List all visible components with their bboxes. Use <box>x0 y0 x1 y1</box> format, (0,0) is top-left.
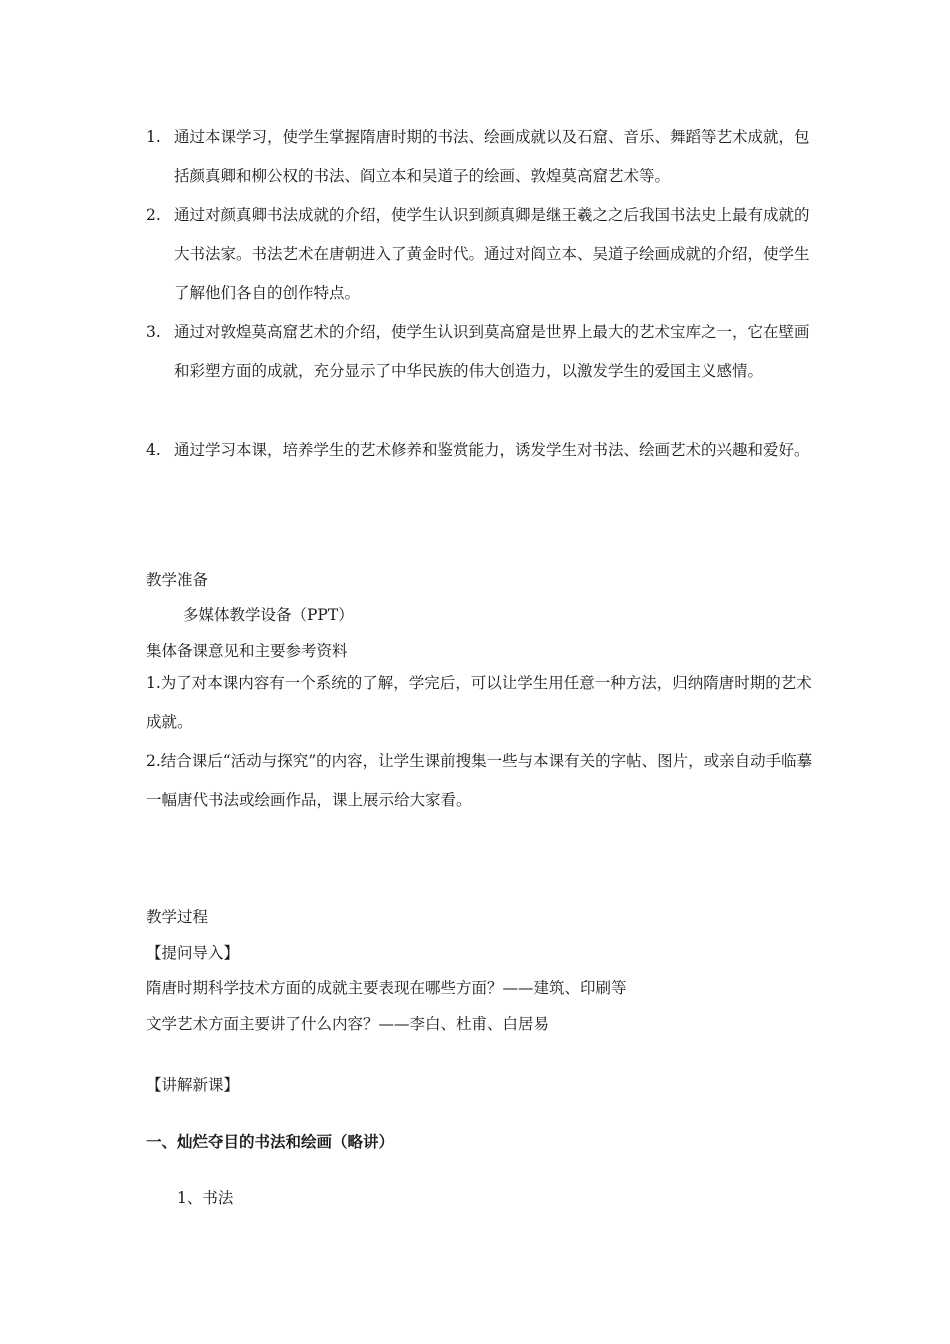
section-heading: 一、灿烂夺目的书法和绘画（略讲） <box>146 1132 395 1151</box>
question-2: 文学艺术方面主要讲了什么内容？——李白、杜甫、白居易 <box>146 1015 550 1033</box>
objective-item-2 <box>146 196 816 313</box>
new-lesson-heading: 【讲解新课】 <box>146 1076 240 1094</box>
objective-text: 通过本课学习，使学生掌握隋唐时期的书法、绘画成就以及石窟、音乐、舞蹈等艺术成就，包括颜真卿和柳公权的书法、阎立本和吴道子的绘画、敦煌莫高窟艺术等。 <box>174 128 810 185</box>
prep-heading: 教学准备 <box>146 571 209 589</box>
objective-text: 通过对敦煌莫高窟艺术的介绍，使学生认识到莫高窟是世界上最大的艺术宝库之一，它在壁画和彩塑方面的成就，充分显示了中华民族的伟大创造力，以激发学生的爱国主义感情。 <box>174 323 810 380</box>
objective-number: 1. <box>146 128 161 146</box>
objective-number: 4. <box>146 441 161 459</box>
reference-item-2: 2.结合课后“活动与探究”的内容，让学生课前搜集一些与本课有关的字帖、图片，或亲自动手临摹一幅唐代书法或绘画作品，课上展示给大家看。 <box>146 752 813 809</box>
objective-item-3 <box>146 313 816 391</box>
process-heading: 教学过程 <box>146 908 209 926</box>
objective-number: 2. <box>146 206 161 224</box>
objective-item-1 <box>146 118 816 196</box>
subsection-item: 1、书法 <box>177 1189 234 1207</box>
objective-text: 通过对颜真卿书法成就的介绍，使学生认识到颜真卿是继王羲之之后我国书法史上最有成就的大书法家。书法艺术在唐朝进入了黄金时代。通过对阎立本、吴道子绘画成就的介绍，使学生了解他们各自的创作特点。 <box>174 206 810 302</box>
objective-number: 3. <box>146 323 161 341</box>
intro-heading: 【提问导入】 <box>146 944 240 962</box>
prep-equipment: 多媒体教学设备（PPT） <box>183 606 354 624</box>
question-1: 隋唐时期科学技术方面的成就主要表现在哪些方面？——建筑、印刷等 <box>146 979 627 997</box>
reference-item-1: 1.为了对本课内容有一个系统的了解，学完后，可以让学生用任意一种方法，归纳隋唐时期的艺术成就。 <box>146 674 812 731</box>
objective-item-4 <box>146 431 816 470</box>
objective-text: 通过学习本课，培养学生的艺术修养和鉴赏能力，诱发学生对书法、绘画艺术的兴趣和爱好。 <box>174 441 810 459</box>
refs-heading: 集体备课意见和主要参考资料 <box>146 642 348 660</box>
